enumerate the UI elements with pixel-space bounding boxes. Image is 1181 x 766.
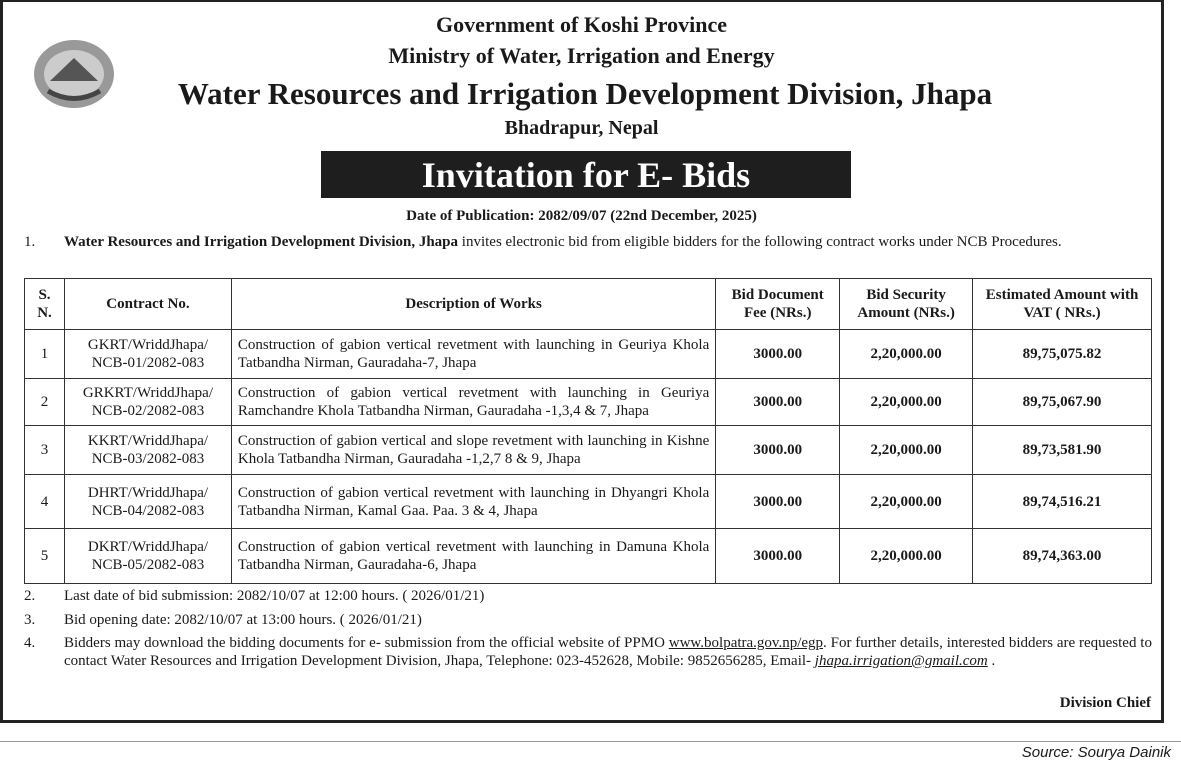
source-credit: Source: Sourya Dainik [1021, 744, 1171, 761]
item-number: 4. [24, 635, 36, 651]
item-number: 3. [24, 612, 36, 628]
contract-number: GKRT/WriddJhapa/ NCB-01/2082-083 [64, 330, 231, 379]
contract-number: DHRT/WriddJhapa/ NCB-04/2082-083 [64, 475, 231, 529]
estimated-amount: 89,74,363.00 [973, 529, 1152, 584]
estimated-amount: 89,74,516.21 [973, 475, 1152, 529]
bid-fee: 3000.00 [716, 475, 840, 529]
publication-date: Date of Publication: 2082/09/07 (22nd December, 2025) [406, 208, 757, 224]
contract-number: KKRT/WriddJhapa/ NCB-03/2082-083 [64, 426, 231, 475]
intro-paragraph [24, 233, 1152, 251]
estimated-amount: 89,75,075.82 [973, 330, 1152, 379]
header-sn: S. N. [25, 279, 65, 330]
item-number: 1. [24, 234, 36, 250]
bid-fee: 3000.00 [716, 379, 840, 426]
bids-table [24, 278, 1152, 584]
notice-banner: Invitation for E- Bids [321, 151, 851, 198]
table-row [25, 330, 1152, 379]
bid-security: 2,20,000.00 [840, 475, 973, 529]
header-security: Bid Security Amount (NRs.) [840, 279, 973, 330]
intro-text: invites electronic bid from eligible bidders for the following contract works under NCB Procedures. [458, 234, 1062, 250]
serial-number: 2 [25, 379, 65, 426]
table-row [25, 529, 1152, 584]
table-header-row [25, 279, 1152, 330]
table-row [25, 379, 1152, 426]
item-text: Bid opening date: 2082/10/07 at 13:00 hours. ( 2026/01/21) [64, 612, 422, 628]
item-text: Last date of bid submission: 2082/10/07 at 12:00 hours. ( 2026/01/21) [64, 588, 485, 604]
intro-bold: Water Resources and Irrigation Development Division, Jhapa [64, 234, 459, 250]
item-text: Bidders may download the bidding documents for e- submission from the official website of PPMO [64, 635, 669, 651]
work-description: Construction of gabion vertical revetment with launching in Damuna Khola Tatbandha Nirman, Gauradaha-6, Jhapa [231, 529, 715, 584]
item-text: . For further details, interested bidders are requested to contact Water Resources and Irrigation Development Division, Jhapa, Telephone: 023-452628, Mobile: 9852656285, Email- [64, 635, 1152, 669]
bid-fee: 3000.00 [716, 529, 840, 584]
location: Bhadrapur, Nepal [504, 117, 659, 139]
header-contract: Contract No. [64, 279, 231, 330]
header-amount: Estimated Amount with VAT ( NRs.) [973, 279, 1152, 330]
estimated-amount: 89,75,067.90 [973, 379, 1152, 426]
item-2 [24, 587, 1152, 605]
work-description: Construction of gabion vertical and slope revetment with launching in Kishne Khola Tatbandha Nirman, Gauradaha -1,2,7 8 & 9, Jhapa [231, 426, 715, 475]
contract-number: GRKRT/WriddJhapa/ NCB-02/2082-083 [64, 379, 231, 426]
work-description: Construction of gabion vertical revetment with launching in Dhyangri Khola Tatbandha Nirman, Kamal Gaa. Paa. 3 & 4, Jhapa [231, 475, 715, 529]
divider [0, 741, 1181, 742]
serial-number: 5 [25, 529, 65, 584]
signature: Division Chief [1059, 695, 1151, 711]
bid-security: 2,20,000.00 [840, 529, 973, 584]
website-link[interactable]: www.bolpatra.gov.np/egp [668, 635, 824, 651]
bid-fee: 3000.00 [716, 330, 840, 379]
government-title: Government of Koshi Province [435, 12, 728, 37]
work-description: Construction of gabion vertical revetment with launching in Geuriya Ramchandre Khola Tatbandha Nirman, Gauradaha -1,3,4 & 7, Jhapa [231, 379, 715, 426]
item-3 [24, 611, 1152, 629]
table-row [25, 475, 1152, 529]
serial-number: 3 [25, 426, 65, 475]
email-link[interactable]: jhapa.irrigation@gmail.com [814, 653, 988, 669]
header-description: Description of Works [231, 279, 715, 330]
table-row [25, 426, 1152, 475]
bid-fee: 3000.00 [716, 426, 840, 475]
serial-number: 4 [25, 475, 65, 529]
item-number: 2. [24, 588, 36, 604]
bid-security: 2,20,000.00 [840, 379, 973, 426]
bid-security: 2,20,000.00 [840, 426, 973, 475]
item-4 [24, 634, 1152, 670]
contract-number: DKRT/WriddJhapa/ NCB-05/2082-083 [64, 529, 231, 584]
bid-security: 2,20,000.00 [840, 330, 973, 379]
division-title: Water Resources and Irrigation Development Division, Jhapa [177, 76, 993, 111]
work-description: Construction of gabion vertical revetment with launching in Geuriya Khola Tatbandha Nirman, Gauradaha-7, Jhapa [231, 330, 715, 379]
item-text: . [987, 653, 996, 669]
estimated-amount: 89,73,581.90 [973, 426, 1152, 475]
serial-number: 1 [25, 330, 65, 379]
ministry-title: Ministry of Water, Irrigation and Energy [388, 43, 775, 68]
header-fee: Bid Document Fee (NRs.) [716, 279, 840, 330]
